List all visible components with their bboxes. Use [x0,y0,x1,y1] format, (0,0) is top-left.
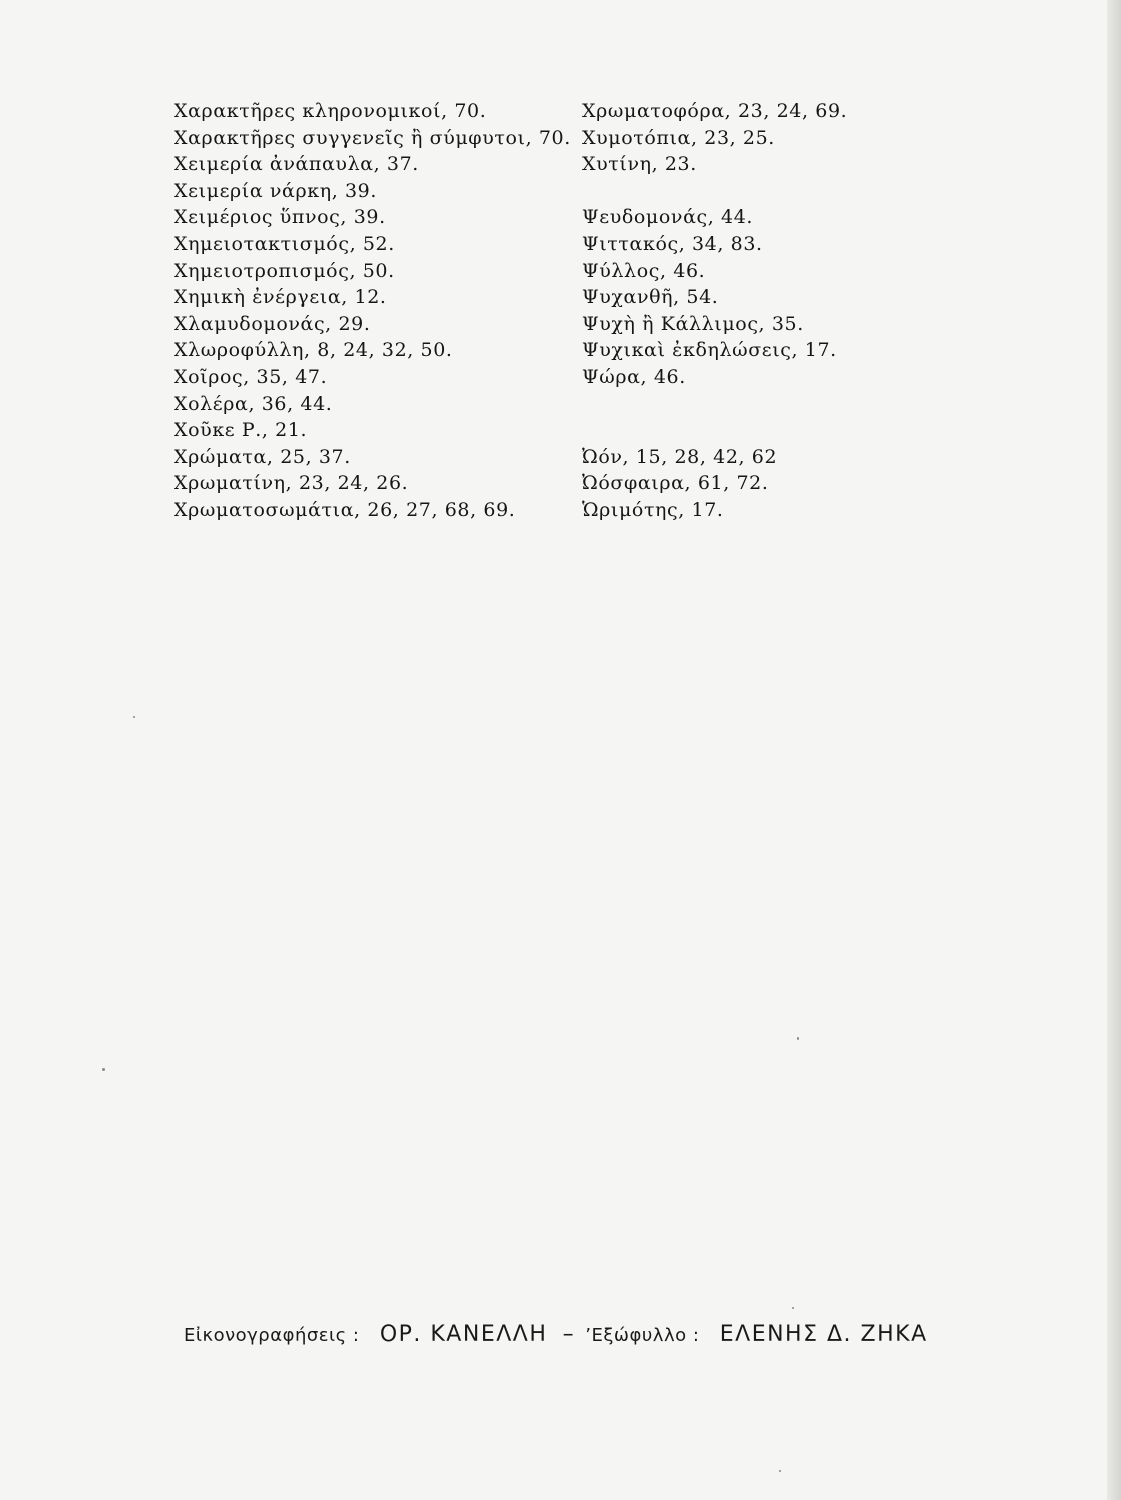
index-entry: Χυμοτόπια, 23, 25. [582,126,775,149]
index-entry: Χυτίνη, 23. [582,153,697,176]
index-entry: Ὠόν, 15, 28, 42, 62 [582,445,778,468]
illustrations-label: Εἰκονογραφήσεις : [184,1325,360,1346]
index-entry: Χρώματα, 25, 37. [174,445,351,468]
index-entry: Χλωροφύλλη, 8, 24, 32, 50. [174,339,453,362]
index-entry: Χειμερία ἀνάπαυλα, 37. [174,153,419,176]
index-entry: Ψυχανθῆ, 54. [582,286,719,309]
letter-group-gap [582,417,847,444]
letter-group-gap [582,391,847,418]
index-entry: Ψώρα, 46. [582,365,686,388]
index-entry: Χρωματοφόρα, 23, 24, 69. [582,100,848,122]
index-entry: Χρωματίνη, 23, 24, 26. [174,472,409,495]
index-entry: Ὠόσφαιρα, 61, 72. [582,472,769,495]
index-entry: Ψυχικαὶ ἐκδηλώσεις, 17. [582,339,837,362]
index-entry: Χημειοτροπισμός, 50. [174,259,395,282]
scan-speck [102,1068,105,1071]
illustrator-name: ΟΡ. ΚΑΝΕΛΛΗ [379,1322,548,1347]
credits-line [184,1322,928,1347]
index-entry: Ψύλλος, 46. [582,259,706,282]
index-entry: Χειμερία νάρκη, 39. [174,179,378,202]
index-entry: Ψευδομονάς, 44. [582,206,754,229]
index-entry: Χλαμυδομονάς, 29. [174,312,371,335]
index-right-column [582,98,847,524]
index-left-column [174,98,571,524]
credits-dash: – [562,1322,576,1347]
index-entry: Χοῦκε Ρ., 21. [174,419,308,442]
index-entry: Χημικὴ ἐνέργεια, 12. [174,286,387,309]
index-entry: Χρωματοσωμάτια, 26, 27, 68, 69. [174,498,516,521]
index-entry: Χοῖρος, 35, 47. [174,365,328,388]
index-entry: Χημειοτακτισμός, 52. [174,232,395,255]
page-edge [1107,0,1121,1500]
index-entry: Χαρακτῆρες κληρονομικοί, 70. [174,100,487,122]
index-entry: Χαρακτῆρες συγγενεῖς ἢ σύμφυτοι, 70. [174,126,571,149]
index-entry: Χειμέριος ὕπνος, 39. [174,206,386,229]
index-entry: Ὡριμότης, 17. [582,498,724,521]
index-entry: Ψυχὴ ἢ Κάλλιμος, 35. [582,312,804,335]
scan-speck [779,1470,781,1472]
scan-speck [792,1307,794,1309]
cover-artist-name: ΕΛΕΝΗΣ Δ. ΖΗΚΑ [719,1322,928,1347]
scan-speck [797,1037,799,1040]
cover-label: ’Εξώφυλλο : [585,1325,700,1346]
index-entry: Χολέρα, 36, 44. [174,392,333,415]
letter-group-gap [582,178,847,205]
scan-speck [133,716,135,718]
index-entry: Ψιττακός, 34, 83. [582,232,763,255]
